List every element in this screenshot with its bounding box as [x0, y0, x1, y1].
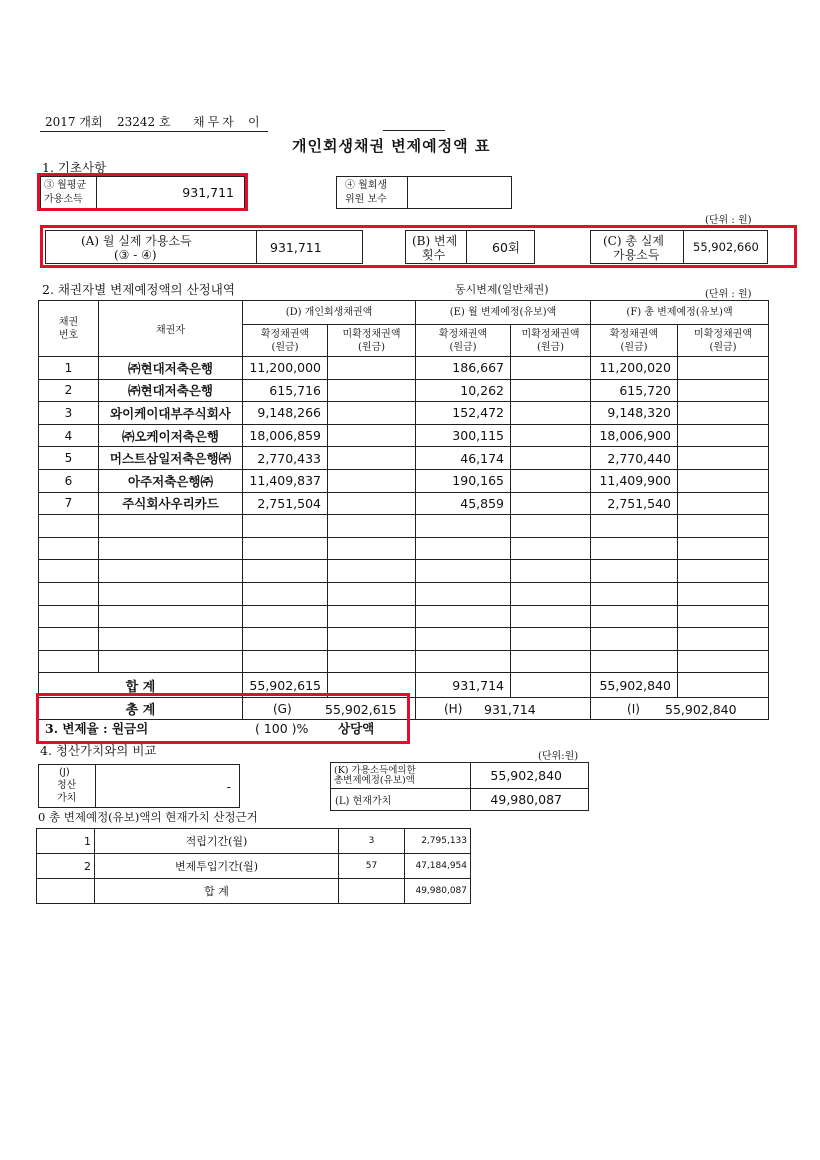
case-year: 2017 개회: [45, 115, 103, 129]
cell-f1: 11,409,900: [591, 469, 678, 492]
cell-f1: 2,770,440: [591, 447, 678, 470]
b-value: 60회: [492, 240, 520, 255]
pv-cell-value: 2,795,133: [405, 829, 471, 854]
cell-d2: [328, 469, 416, 492]
a-label-2: (③ - ④): [114, 248, 157, 262]
title-overline: [383, 130, 445, 131]
j-label-1: (J): [59, 767, 70, 778]
cell-e1: 152,472: [416, 402, 511, 425]
sub-header-d-confirmed: 확정채권액 (원금): [243, 325, 328, 357]
cell-f2: [678, 469, 769, 492]
list-item: [37, 829, 471, 854]
cell-creditor: 머스트삼일저축은행㈜: [99, 447, 243, 470]
pv-cell-months: 3: [339, 829, 405, 854]
income-label-1: ③ 월평균: [44, 180, 87, 191]
cell-d2: [328, 447, 416, 470]
g-label: (G): [273, 702, 292, 717]
table-row: [39, 402, 769, 425]
cell-d1: 18,006,859: [243, 424, 328, 447]
total-h: [416, 698, 591, 720]
h-value: 931,714: [484, 702, 536, 718]
section1-heading: 1. 기초사항: [42, 160, 107, 175]
section2-heading: 2. 채권자별 변제예정액의 산정내역: [42, 282, 235, 297]
cell-creditor: ㈜현대저축은행: [99, 357, 243, 380]
highlight-abc-row: [40, 225, 797, 268]
cell-d2: [328, 402, 416, 425]
section3-label: 3. 변제율 : 원금의: [45, 721, 149, 736]
cell-d1: 11,409,837: [243, 469, 328, 492]
cell-f2: [678, 379, 769, 402]
k-label-2: 총변제예정(유보)액: [334, 774, 415, 786]
sub-header-f-unconfirmed: 미확정채권액 (원금): [678, 325, 769, 357]
section4-heading: 4. 청산가치와의 비교: [40, 743, 157, 758]
highlight-income: [37, 173, 248, 211]
comparison-table: [330, 762, 589, 811]
a-value: 931,711: [270, 240, 322, 255]
cell-f1: 2,751,540: [591, 492, 678, 515]
section5-heading: 0 총 변제예정(유보)액의 현재가치 산정근거: [38, 810, 258, 824]
pv-cell-no: 2: [37, 854, 95, 879]
cell-e2: [511, 447, 591, 470]
cell-no: 2: [39, 379, 99, 402]
cell-f2: [678, 402, 769, 425]
cell-d2: [328, 424, 416, 447]
i-label: (I): [627, 702, 640, 717]
total-label: 총 계: [39, 698, 243, 720]
cell-f2: [678, 357, 769, 380]
sum-f: 55,902,840: [591, 673, 678, 698]
pv-cell-value: 47,184,954: [405, 854, 471, 879]
sub-header-e-confirmed: 확정채권액 (원금): [416, 325, 511, 357]
cell-e1: 10,262: [416, 379, 511, 402]
cell-d2: [328, 492, 416, 515]
col-header-f: (F) 총 변제예정(유보)액: [591, 301, 769, 325]
table-row: [39, 357, 769, 380]
debtor-name: 이: [248, 115, 260, 129]
sum-d: 55,902,615: [243, 673, 328, 698]
pv-cell-label: 변제투입기간(월): [95, 854, 339, 879]
cell-d1: 2,751,504: [243, 492, 328, 515]
sub-header-d-unconfirmed: 미확정채권액 (원금): [328, 325, 416, 357]
table-row: [39, 424, 769, 447]
section1-unit: (단위 : 원): [705, 215, 752, 226]
list-item: [37, 854, 471, 879]
cell-d1: 2,770,433: [243, 447, 328, 470]
pv-sum-value: 49,980,087: [405, 879, 471, 904]
page-title: 개인회생채권 변제예정액 표: [292, 137, 491, 155]
table-row: [39, 582, 769, 605]
highlight-total-rate: [36, 693, 410, 744]
col-header-d: (D) 개인회생채권액: [243, 301, 416, 325]
cell-d1: 615,716: [243, 379, 328, 402]
total-i: [591, 698, 769, 720]
k-value: 55,902,840: [471, 763, 589, 789]
table-row: [39, 515, 769, 538]
income-label-2: 가용소득: [44, 194, 83, 205]
cell-no: 6: [39, 469, 99, 492]
cell-f2: [678, 492, 769, 515]
b-label-1: (B) 변제: [412, 234, 458, 248]
i-value: 55,902,840: [665, 702, 737, 718]
table-row: [39, 650, 769, 673]
cell-e2: [511, 469, 591, 492]
table-row: [39, 469, 769, 492]
cell-no: 5: [39, 447, 99, 470]
k-label-1: (K) 가용소득에의한: [334, 764, 416, 776]
income-value: 931,711: [182, 185, 234, 200]
cell-d1: 9,148,266: [243, 402, 328, 425]
cell-f2: [678, 424, 769, 447]
cell-d2: [328, 379, 416, 402]
cell-f2: [678, 447, 769, 470]
table-row: [39, 560, 769, 583]
cell-f1: 18,006,900: [591, 424, 678, 447]
header-underline: [40, 131, 268, 132]
pv-cell-label: 적립기간(월): [95, 829, 339, 854]
cell-no: 7: [39, 492, 99, 515]
table-row: [39, 605, 769, 628]
j-label-3: 가치: [57, 793, 77, 804]
cell-d2: [328, 357, 416, 380]
cell-creditor: 아주저축은행㈜: [99, 469, 243, 492]
debtor-label: 채무자: [193, 115, 237, 129]
j-value: -: [226, 780, 231, 794]
c-value: 55,902,660: [693, 240, 759, 254]
cell-f1: 615,720: [591, 379, 678, 402]
l-label: (L) 현재가치: [331, 789, 471, 811]
cell-creditor: ㈜현대저축은행: [99, 379, 243, 402]
cell-e1: 190,165: [416, 469, 511, 492]
table-row: [39, 492, 769, 515]
l-value: 49,980,087: [471, 789, 589, 811]
sub-header-f-confirmed: 확정채권액 (원금): [591, 325, 678, 357]
cell-e2: [511, 357, 591, 380]
cell-no: 4: [39, 424, 99, 447]
j-box: [38, 764, 240, 808]
c-label-1: (C) 총 실제: [603, 234, 664, 248]
cell-e1: 46,174: [416, 447, 511, 470]
pv-sum-label: 합 계: [95, 879, 339, 904]
creditor-table: [38, 300, 769, 720]
cell-e2: [511, 424, 591, 447]
present-value-table: [36, 828, 471, 904]
cell-creditor: 주식회사우리카드: [99, 492, 243, 515]
sub-header-e-unconfirmed: 미확정채권액 (원금): [511, 325, 591, 357]
col-header-creditor: 채권자: [99, 301, 243, 357]
c-label-2: 가용소득: [613, 248, 660, 262]
trustee-label-2: 위원 보수: [345, 194, 387, 205]
b-label-2: 횟수: [422, 248, 446, 262]
pv-cell-months: 57: [339, 854, 405, 879]
cell-e2: [511, 402, 591, 425]
cell-e2: [511, 492, 591, 515]
case-number: 23242 호: [117, 115, 171, 129]
section3-suffix: 상당액: [338, 721, 375, 736]
cell-e2: [511, 379, 591, 402]
section3-rate: ( 100 )%: [255, 721, 309, 736]
cell-e1: 186,667: [416, 357, 511, 380]
col-header-e: (E) 월 변제예정(유보)액: [416, 301, 591, 325]
table-row: [39, 379, 769, 402]
section2-unit: (단위 : 원): [705, 289, 752, 300]
trustee-label-1: ④ 월회생: [345, 180, 388, 191]
table-row: [39, 628, 769, 651]
section4-unit: (단위:원): [538, 751, 579, 762]
sum-label: 합 계: [39, 673, 243, 698]
cell-creditor: 와이케이대부주식회사: [99, 402, 243, 425]
h-label: (H): [444, 702, 463, 717]
a-label-1: (A) 월 실제 가용소득: [81, 234, 192, 248]
cell-f1: 11,200,020: [591, 357, 678, 380]
cell-no: 3: [39, 402, 99, 425]
cell-creditor: ㈜오케이저축은행: [99, 424, 243, 447]
trustee-fee-box: [336, 176, 512, 209]
cell-no: 1: [39, 357, 99, 380]
sum-e: 931,714: [416, 673, 511, 698]
section2-subheading: 동시변제(일반채권): [455, 283, 549, 296]
table-row: [39, 537, 769, 560]
cell-e1: 300,115: [416, 424, 511, 447]
table-row: [39, 447, 769, 470]
g-value: 55,902,615: [325, 702, 397, 718]
cell-f1: 9,148,320: [591, 402, 678, 425]
cell-e1: 45,859: [416, 492, 511, 515]
col-header-no: 채권 번호: [39, 301, 99, 357]
pv-cell-no: 1: [37, 829, 95, 854]
cell-d1: 11,200,000: [243, 357, 328, 380]
j-label-2: 청산: [57, 780, 77, 791]
